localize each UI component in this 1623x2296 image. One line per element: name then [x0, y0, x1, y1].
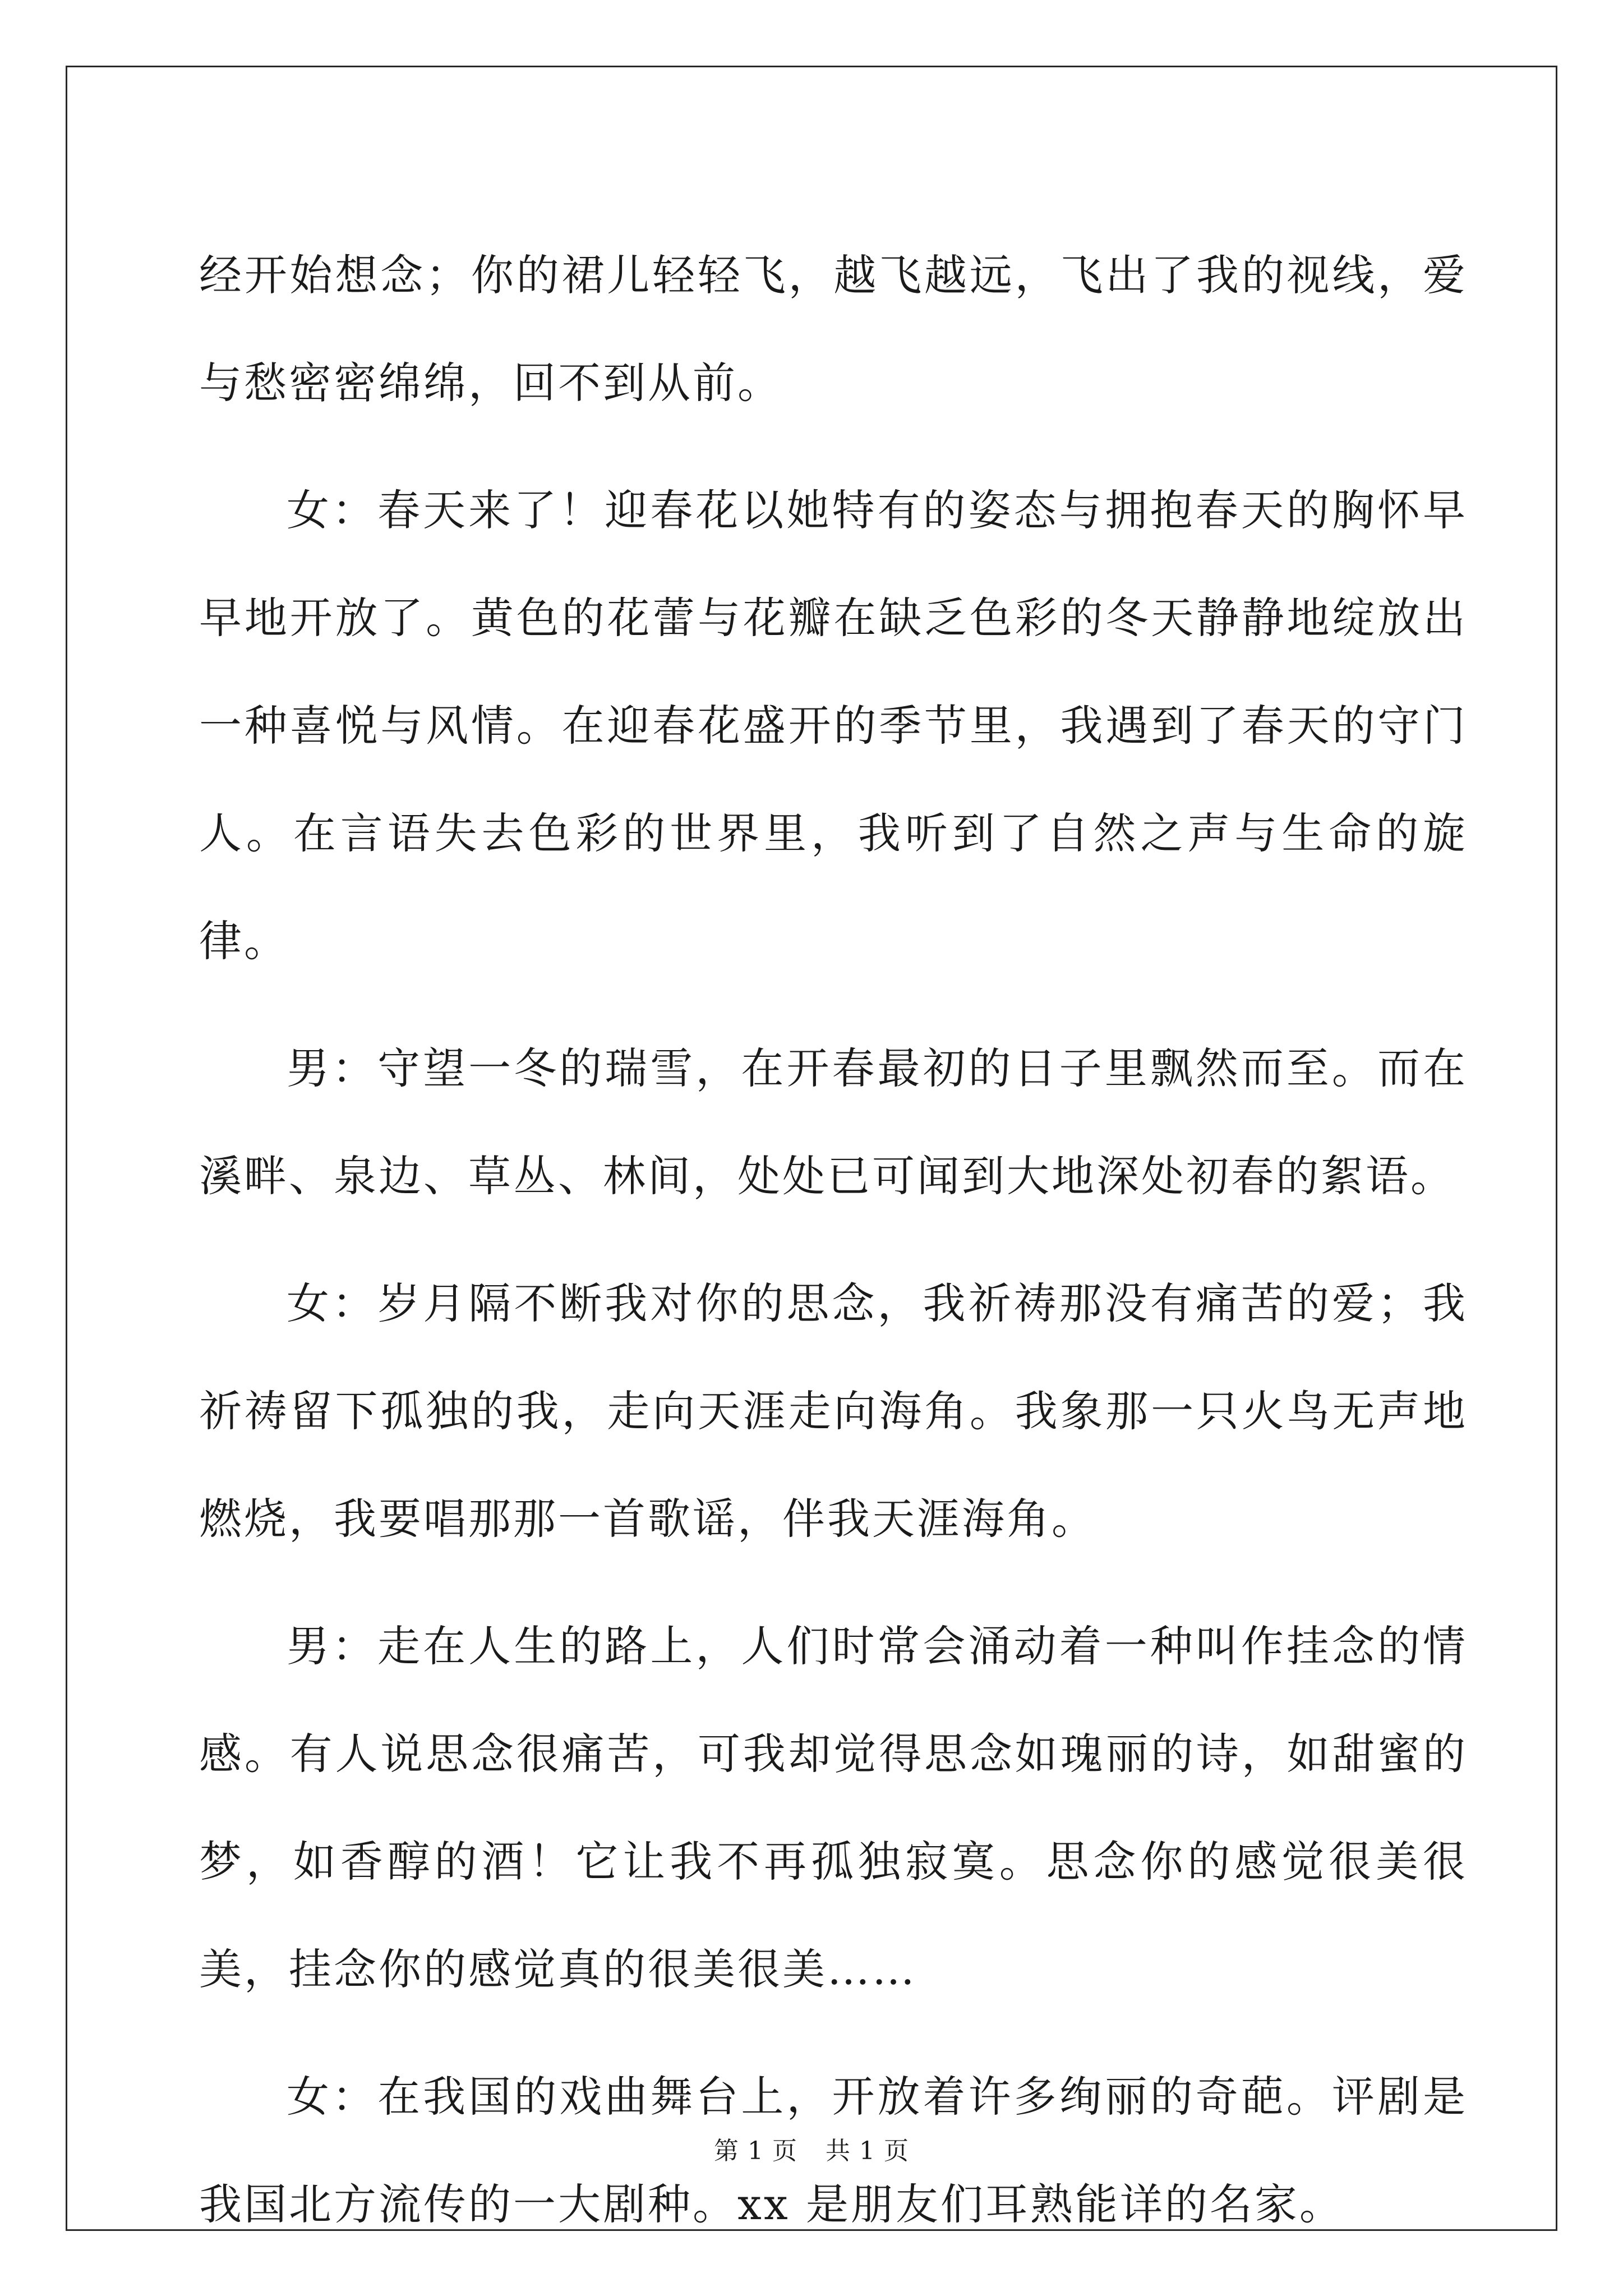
paragraph: 经开始想念；你的裙儿轻轻飞，越飞越远，飞出了我的视线，爱与愁密密绵绵，回不到从前。: [199, 250, 1468, 408]
paragraph: 男：走在人生的路上，人们时常会涌动着一种叫作挂念的情感。有人说思念很痛苦，可我却觉得思念如瑰丽的诗，如甜蜜的梦，如香醇的酒！它让我不再孤独寂寞。思念你的感觉很美很美，挂念你的感觉真的很美很美……: [199, 1621, 1468, 1994]
page-number: 第 1 页: [714, 2137, 797, 2165]
paragraph: 女：在我国的戏曲舞台上，开放着许多绚丽的奇葩。评剧是我国北方流传的一大剧种。xx 是朋友们耳熟能详的名家。: [199, 2072, 1468, 2229]
paragraph: 男：守望一冬的瑞雪，在开春最初的日子里飘然而至。而在溪畔、泉边、草丛、林间，处处已可闻到大地深处初春的絮语。: [199, 1043, 1468, 1201]
paragraph: 女：岁月隔不断我对你的思念，我祈祷那没有痛苦的爱；我祈祷留下孤独的我，走向天涯走向海角。我象那一只火鸟无声地燃烧，我要唱那那一首歌谣，伴我天涯海角。: [199, 1278, 1468, 1544]
page-total: 共 1 页: [826, 2137, 909, 2165]
document-body: [199, 222, 1468, 2278]
page-footer: [0, 2134, 1623, 2168]
paragraph: 女：春天来了！迎春花以她特有的姿态与拥抱春天的胸怀早早地开放了。黄色的花蕾与花瓣在缺乏色彩的冬天静静地绽放出一种喜悦与风情。在迎春花盛开的季节里，我遇到了春天的守门人。在言语失去色彩的世界里，我听到了自然之声与生命的旋律。: [199, 485, 1468, 966]
